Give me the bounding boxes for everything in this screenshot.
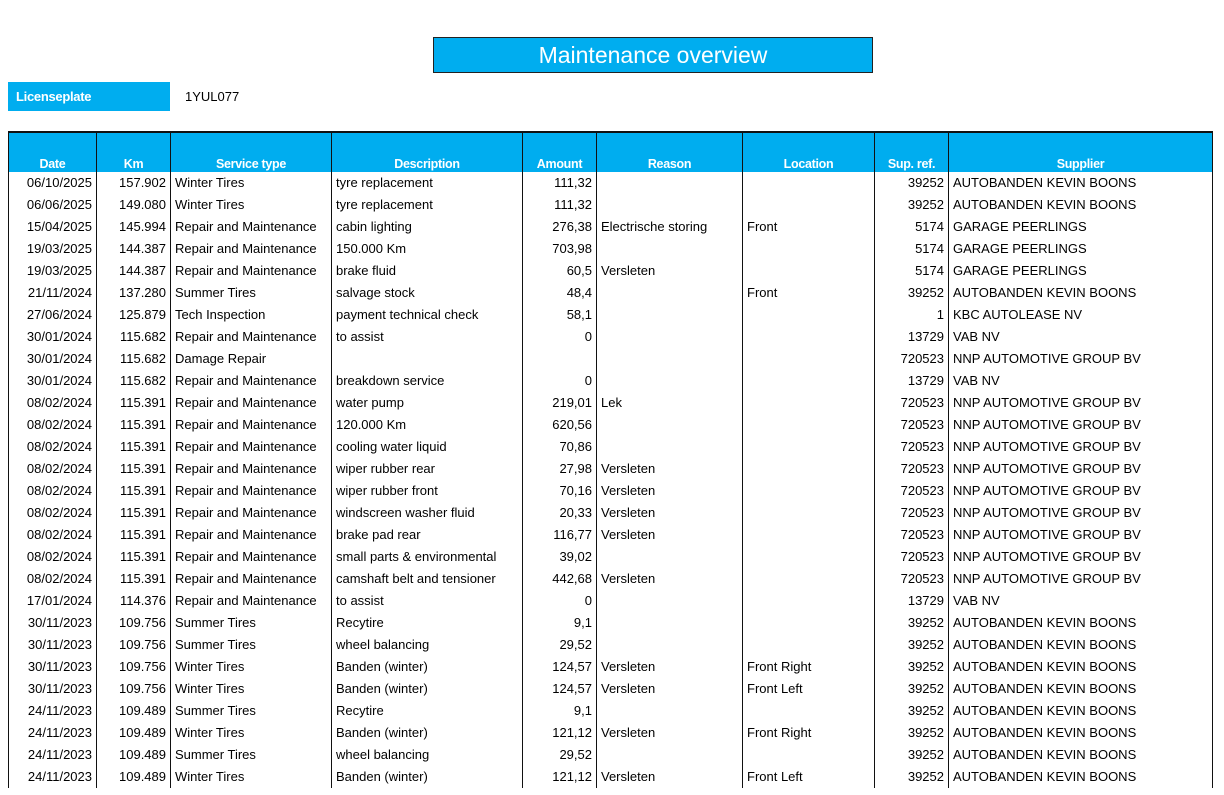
km-cell: 145.994 [97, 216, 171, 238]
amount-cell: 29,52 [523, 744, 597, 766]
description-cell: water pump [332, 392, 523, 414]
supplier-cell: AUTOBANDEN KEVIN BOONS [949, 656, 1213, 678]
supplier-cell: AUTOBANDEN KEVIN BOONS [949, 744, 1213, 766]
amount-cell: 0 [523, 370, 597, 392]
date-cell: 17/01/2024 [9, 590, 97, 612]
licenseplate-value: 1YUL077 [185, 89, 240, 104]
supplier-cell: GARAGE PEERLINGS [949, 260, 1213, 282]
service-type-cell: Winter Tires [171, 194, 332, 216]
col-header-service-type[interactable]: Service type [171, 132, 332, 172]
col-header-reason[interactable]: Reason [597, 132, 743, 172]
amount-cell: 0 [523, 326, 597, 348]
service-type-cell: Repair and Maintenance [171, 524, 332, 546]
reason-cell [597, 700, 743, 722]
reason-cell: Versleten [597, 568, 743, 590]
reason-cell [597, 590, 743, 612]
description-cell: tyre replacement [332, 172, 523, 194]
reason-cell [597, 238, 743, 260]
table-row [9, 238, 1213, 260]
table-row [9, 348, 1213, 370]
col-header-km[interactable]: Km [97, 132, 171, 172]
reason-cell: Versleten [597, 678, 743, 700]
sup-ref-cell: 13729 [875, 326, 949, 348]
reason-cell: Versleten [597, 656, 743, 678]
supplier-cell: AUTOBANDEN KEVIN BOONS [949, 194, 1213, 216]
date-cell: 24/11/2023 [9, 744, 97, 766]
sup-ref-cell: 720523 [875, 546, 949, 568]
description-cell: cooling water liquid [332, 436, 523, 458]
date-cell: 19/03/2025 [9, 260, 97, 282]
supplier-cell: NNP AUTOMOTIVE GROUP BV [949, 348, 1213, 370]
location-cell [743, 348, 875, 370]
date-cell: 06/10/2025 [9, 172, 97, 194]
reason-cell: Versleten [597, 502, 743, 524]
table-row [9, 524, 1213, 546]
supplier-cell: VAB NV [949, 326, 1213, 348]
description-cell: to assist [332, 590, 523, 612]
table-header-row [9, 132, 1213, 172]
col-header-sup-ref[interactable]: Sup. ref. [875, 132, 949, 172]
service-type-cell: Summer Tires [171, 744, 332, 766]
reason-cell: Versleten [597, 458, 743, 480]
location-cell [743, 612, 875, 634]
date-cell: 08/02/2024 [9, 436, 97, 458]
amount-cell: 442,68 [523, 568, 597, 590]
supplier-cell: AUTOBANDEN KEVIN BOONS [949, 172, 1213, 194]
description-cell: tyre replacement [332, 194, 523, 216]
supplier-cell: KBC AUTOLEASE NV [949, 304, 1213, 326]
amount-cell: 9,1 [523, 612, 597, 634]
sup-ref-cell: 39252 [875, 172, 949, 194]
supplier-cell: NNP AUTOMOTIVE GROUP BV [949, 524, 1213, 546]
km-cell: 149.080 [97, 194, 171, 216]
date-cell: 30/01/2024 [9, 326, 97, 348]
date-cell: 21/11/2024 [9, 282, 97, 304]
supplier-cell: VAB NV [949, 370, 1213, 392]
table-row [9, 282, 1213, 304]
reason-cell [597, 634, 743, 656]
date-cell: 08/02/2024 [9, 414, 97, 436]
amount-cell: 70,86 [523, 436, 597, 458]
km-cell: 109.489 [97, 722, 171, 744]
supplier-cell: AUTOBANDEN KEVIN BOONS [949, 634, 1213, 656]
supplier-cell: NNP AUTOMOTIVE GROUP BV [949, 568, 1213, 590]
sup-ref-cell: 39252 [875, 766, 949, 788]
sup-ref-cell: 720523 [875, 502, 949, 524]
sup-ref-cell: 39252 [875, 744, 949, 766]
km-cell: 115.391 [97, 458, 171, 480]
table-row [9, 546, 1213, 568]
sup-ref-cell: 39252 [875, 282, 949, 304]
service-type-cell: Summer Tires [171, 282, 332, 304]
service-type-cell: Winter Tires [171, 172, 332, 194]
maintenance-table [8, 131, 1213, 788]
supplier-cell: AUTOBANDEN KEVIN BOONS [949, 700, 1213, 722]
page-title: Maintenance overview [433, 37, 873, 73]
supplier-cell: NNP AUTOMOTIVE GROUP BV [949, 458, 1213, 480]
location-cell [743, 744, 875, 766]
supplier-cell: NNP AUTOMOTIVE GROUP BV [949, 480, 1213, 502]
reason-cell [597, 172, 743, 194]
sup-ref-cell: 39252 [875, 194, 949, 216]
location-cell: Front Left [743, 678, 875, 700]
sup-ref-cell: 39252 [875, 678, 949, 700]
date-cell: 30/11/2023 [9, 656, 97, 678]
reason-cell: Versleten [597, 722, 743, 744]
km-cell: 115.391 [97, 546, 171, 568]
date-cell: 08/02/2024 [9, 546, 97, 568]
km-cell: 115.391 [97, 502, 171, 524]
location-cell [743, 304, 875, 326]
service-type-cell: Repair and Maintenance [171, 590, 332, 612]
amount-cell: 620,56 [523, 414, 597, 436]
km-cell: 109.756 [97, 656, 171, 678]
service-type-cell: Damage Repair [171, 348, 332, 370]
supplier-cell: AUTOBANDEN KEVIN BOONS [949, 766, 1213, 788]
table-row [9, 480, 1213, 502]
location-cell: Front [743, 282, 875, 304]
table-row [9, 590, 1213, 612]
supplier-cell: NNP AUTOMOTIVE GROUP BV [949, 392, 1213, 414]
amount-cell: 219,01 [523, 392, 597, 414]
description-cell: Recytire [332, 700, 523, 722]
service-type-cell: Winter Tires [171, 678, 332, 700]
table-row [9, 216, 1213, 238]
table-row [9, 502, 1213, 524]
sup-ref-cell: 720523 [875, 392, 949, 414]
table-row [9, 172, 1213, 194]
description-cell: wiper rubber front [332, 480, 523, 502]
location-cell [743, 480, 875, 502]
km-cell: 157.902 [97, 172, 171, 194]
amount-cell: 70,16 [523, 480, 597, 502]
amount-cell: 39,02 [523, 546, 597, 568]
table-row [9, 744, 1213, 766]
reason-cell [597, 348, 743, 370]
service-type-cell: Tech Inspection [171, 304, 332, 326]
description-cell: wheel balancing [332, 634, 523, 656]
sup-ref-cell: 5174 [875, 238, 949, 260]
sup-ref-cell: 720523 [875, 568, 949, 590]
location-cell: Front Right [743, 656, 875, 678]
date-cell: 08/02/2024 [9, 502, 97, 524]
description-cell: to assist [332, 326, 523, 348]
table-row [9, 304, 1213, 326]
date-cell: 24/11/2023 [9, 766, 97, 788]
reason-cell [597, 414, 743, 436]
sup-ref-cell: 1 [875, 304, 949, 326]
sup-ref-cell: 39252 [875, 612, 949, 634]
table-row [9, 436, 1213, 458]
location-cell [743, 502, 875, 524]
location-cell [743, 238, 875, 260]
reason-cell [597, 326, 743, 348]
amount-cell: 121,12 [523, 766, 597, 788]
date-cell: 08/02/2024 [9, 524, 97, 546]
date-cell: 08/02/2024 [9, 568, 97, 590]
description-cell: brake pad rear [332, 524, 523, 546]
service-type-cell: Repair and Maintenance [171, 502, 332, 524]
table-row [9, 678, 1213, 700]
amount-cell: 276,38 [523, 216, 597, 238]
location-cell [743, 194, 875, 216]
km-cell: 115.682 [97, 348, 171, 370]
service-type-cell: Repair and Maintenance [171, 260, 332, 282]
reason-cell: Versleten [597, 524, 743, 546]
sup-ref-cell: 720523 [875, 348, 949, 370]
km-cell: 109.756 [97, 678, 171, 700]
amount-cell: 703,98 [523, 238, 597, 260]
service-type-cell: Repair and Maintenance [171, 436, 332, 458]
km-cell: 115.391 [97, 436, 171, 458]
supplier-cell: AUTOBANDEN KEVIN BOONS [949, 678, 1213, 700]
amount-cell: 60,5 [523, 260, 597, 282]
km-cell: 115.391 [97, 414, 171, 436]
col-header-amount[interactable]: Amount [523, 132, 597, 172]
description-cell: Banden (winter) [332, 656, 523, 678]
reason-cell [597, 370, 743, 392]
location-cell [743, 590, 875, 612]
licenseplate-label: Licenseplate [8, 82, 170, 111]
location-cell [743, 700, 875, 722]
km-cell: 115.682 [97, 370, 171, 392]
description-cell [332, 348, 523, 370]
reason-cell [597, 304, 743, 326]
description-cell: salvage stock [332, 282, 523, 304]
amount-cell: 111,32 [523, 172, 597, 194]
reason-cell: Versleten [597, 766, 743, 788]
sup-ref-cell: 39252 [875, 656, 949, 678]
sup-ref-cell: 720523 [875, 458, 949, 480]
location-cell [743, 568, 875, 590]
location-cell [743, 414, 875, 436]
description-cell: payment technical check [332, 304, 523, 326]
reason-cell [597, 282, 743, 304]
amount-cell: 111,32 [523, 194, 597, 216]
sup-ref-cell: 720523 [875, 436, 949, 458]
table-body [9, 172, 1213, 788]
supplier-cell: GARAGE PEERLINGS [949, 216, 1213, 238]
location-cell: Front Right [743, 722, 875, 744]
km-cell: 115.391 [97, 392, 171, 414]
km-cell: 114.376 [97, 590, 171, 612]
table-row [9, 766, 1213, 788]
amount-cell: 121,12 [523, 722, 597, 744]
sup-ref-cell: 39252 [875, 634, 949, 656]
table-row [9, 458, 1213, 480]
date-cell: 08/02/2024 [9, 458, 97, 480]
location-cell [743, 172, 875, 194]
km-cell: 115.391 [97, 568, 171, 590]
description-cell: windscreen washer fluid [332, 502, 523, 524]
km-cell: 109.756 [97, 634, 171, 656]
amount-cell: 124,57 [523, 678, 597, 700]
col-header-description[interactable]: Description [332, 132, 523, 172]
km-cell: 144.387 [97, 238, 171, 260]
location-cell [743, 546, 875, 568]
service-type-cell: Repair and Maintenance [171, 326, 332, 348]
amount-cell: 48,4 [523, 282, 597, 304]
amount-cell: 0 [523, 590, 597, 612]
reason-cell [597, 194, 743, 216]
description-cell: camshaft belt and tensioner [332, 568, 523, 590]
service-type-cell: Winter Tires [171, 766, 332, 788]
service-type-cell: Repair and Maintenance [171, 216, 332, 238]
table-row [9, 722, 1213, 744]
location-cell [743, 634, 875, 656]
service-type-cell: Summer Tires [171, 634, 332, 656]
km-cell: 109.489 [97, 766, 171, 788]
reason-cell [597, 436, 743, 458]
table-row [9, 656, 1213, 678]
supplier-cell: VAB NV [949, 590, 1213, 612]
location-cell [743, 370, 875, 392]
supplier-cell: NNP AUTOMOTIVE GROUP BV [949, 436, 1213, 458]
sup-ref-cell: 13729 [875, 370, 949, 392]
col-header-date[interactable]: Date [9, 132, 97, 172]
service-type-cell: Repair and Maintenance [171, 568, 332, 590]
supplier-cell: NNP AUTOMOTIVE GROUP BV [949, 414, 1213, 436]
date-cell: 24/11/2023 [9, 700, 97, 722]
sup-ref-cell: 5174 [875, 260, 949, 282]
location-cell [743, 260, 875, 282]
location-cell [743, 392, 875, 414]
table-row [9, 194, 1213, 216]
supplier-cell: AUTOBANDEN KEVIN BOONS [949, 282, 1213, 304]
service-type-cell: Repair and Maintenance [171, 392, 332, 414]
date-cell: 30/11/2023 [9, 678, 97, 700]
description-cell: wheel balancing [332, 744, 523, 766]
sup-ref-cell: 39252 [875, 722, 949, 744]
location-cell [743, 458, 875, 480]
amount-cell: 58,1 [523, 304, 597, 326]
km-cell: 125.879 [97, 304, 171, 326]
reason-cell: Versleten [597, 260, 743, 282]
description-cell: 150.000 Km [332, 238, 523, 260]
sup-ref-cell: 13729 [875, 590, 949, 612]
service-type-cell: Winter Tires [171, 722, 332, 744]
km-cell: 109.489 [97, 700, 171, 722]
col-header-supplier[interactable]: Supplier [949, 132, 1213, 172]
service-type-cell: Repair and Maintenance [171, 480, 332, 502]
table-row [9, 260, 1213, 282]
table-row [9, 612, 1213, 634]
table-row [9, 392, 1213, 414]
description-cell: Banden (winter) [332, 678, 523, 700]
reason-cell: Lek [597, 392, 743, 414]
supplier-cell: GARAGE PEERLINGS [949, 238, 1213, 260]
service-type-cell: Repair and Maintenance [171, 546, 332, 568]
date-cell: 06/06/2025 [9, 194, 97, 216]
km-cell: 115.391 [97, 480, 171, 502]
sup-ref-cell: 720523 [875, 524, 949, 546]
supplier-cell: AUTOBANDEN KEVIN BOONS [949, 612, 1213, 634]
description-cell: wiper rubber rear [332, 458, 523, 480]
service-type-cell: Summer Tires [171, 700, 332, 722]
description-cell: brake fluid [332, 260, 523, 282]
description-cell: Banden (winter) [332, 722, 523, 744]
sup-ref-cell: 720523 [875, 414, 949, 436]
description-cell: 120.000 Km [332, 414, 523, 436]
km-cell: 109.489 [97, 744, 171, 766]
amount-cell [523, 348, 597, 370]
description-cell: breakdown service [332, 370, 523, 392]
supplier-cell: AUTOBANDEN KEVIN BOONS [949, 722, 1213, 744]
date-cell: 15/04/2025 [9, 216, 97, 238]
description-cell: small parts & environmental [332, 546, 523, 568]
amount-cell: 124,57 [523, 656, 597, 678]
date-cell: 30/01/2024 [9, 348, 97, 370]
km-cell: 109.756 [97, 612, 171, 634]
amount-cell: 29,52 [523, 634, 597, 656]
col-header-location[interactable]: Location [743, 132, 875, 172]
location-cell [743, 326, 875, 348]
service-type-cell: Repair and Maintenance [171, 370, 332, 392]
table-row [9, 326, 1213, 348]
amount-cell: 27,98 [523, 458, 597, 480]
date-cell: 08/02/2024 [9, 480, 97, 502]
reason-cell: Electrische storing [597, 216, 743, 238]
service-type-cell: Winter Tires [171, 656, 332, 678]
date-cell: 08/02/2024 [9, 392, 97, 414]
supplier-cell: NNP AUTOMOTIVE GROUP BV [949, 502, 1213, 524]
location-cell [743, 436, 875, 458]
table-row [9, 370, 1213, 392]
km-cell: 115.391 [97, 524, 171, 546]
reason-cell [597, 546, 743, 568]
km-cell: 115.682 [97, 326, 171, 348]
km-cell: 137.280 [97, 282, 171, 304]
service-type-cell: Repair and Maintenance [171, 414, 332, 436]
reason-cell [597, 612, 743, 634]
service-type-cell: Summer Tires [171, 612, 332, 634]
date-cell: 27/06/2024 [9, 304, 97, 326]
sup-ref-cell: 720523 [875, 480, 949, 502]
date-cell: 24/11/2023 [9, 722, 97, 744]
date-cell: 19/03/2025 [9, 238, 97, 260]
table-row [9, 634, 1213, 656]
reason-cell [597, 744, 743, 766]
amount-cell: 116,77 [523, 524, 597, 546]
table-row [9, 414, 1213, 436]
table-row [9, 700, 1213, 722]
amount-cell: 9,1 [523, 700, 597, 722]
location-cell: Front [743, 216, 875, 238]
date-cell: 30/01/2024 [9, 370, 97, 392]
supplier-cell: NNP AUTOMOTIVE GROUP BV [949, 546, 1213, 568]
service-type-cell: Repair and Maintenance [171, 238, 332, 260]
sup-ref-cell: 5174 [875, 216, 949, 238]
service-type-cell: Repair and Maintenance [171, 458, 332, 480]
km-cell: 144.387 [97, 260, 171, 282]
date-cell: 30/11/2023 [9, 612, 97, 634]
location-cell [743, 524, 875, 546]
location-cell: Front Left [743, 766, 875, 788]
description-cell: Recytire [332, 612, 523, 634]
description-cell: Banden (winter) [332, 766, 523, 788]
reason-cell: Versleten [597, 480, 743, 502]
table-row [9, 568, 1213, 590]
description-cell: cabin lighting [332, 216, 523, 238]
sup-ref-cell: 39252 [875, 700, 949, 722]
date-cell: 30/11/2023 [9, 634, 97, 656]
amount-cell: 20,33 [523, 502, 597, 524]
